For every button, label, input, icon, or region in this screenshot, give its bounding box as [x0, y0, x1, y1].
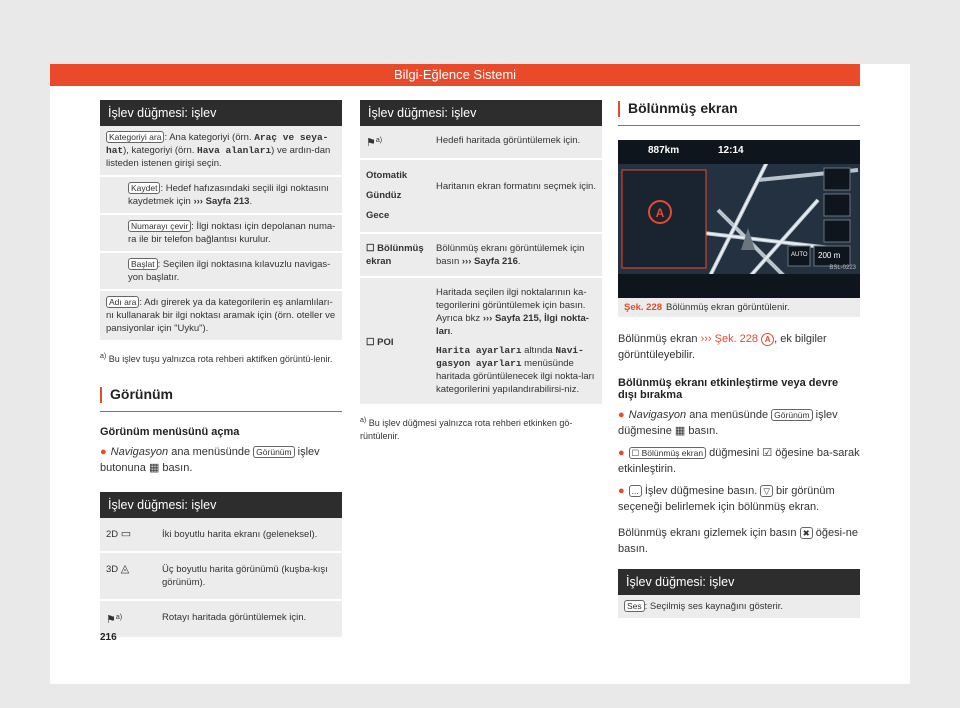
figure-screen [618, 140, 860, 298]
destination-flag-icon: ⚑ [366, 137, 376, 150]
footnote: $^{a)}$ Bu işlev tuşu yalnızca rota rehberi aktifken görüntü-lenir. [100, 353, 333, 364]
key-label: Adı ara [106, 296, 139, 308]
checkbox-icon: ☐ [366, 337, 375, 349]
figure-caption: Şek. 228 Bölünmüş ekran görüntülenir. [618, 298, 860, 317]
table-row: Otomatik Gündüz Gece Haritanın ekran formatını seçmek için. [360, 160, 602, 234]
callout-a-icon: A [761, 333, 774, 346]
checkbox-icon: ☐ [366, 243, 375, 255]
section-title: Bölünmüş ekran [618, 100, 860, 126]
page-number: 216 [100, 632, 117, 643]
section-title: Görünüm [100, 386, 342, 412]
key-label: ☐ Bölünmüş ekran [629, 447, 706, 459]
table-row: Kategoriyi ara : Ana kategoriyi (örn. Araç ve seya-hat), kategoriyi (örn. Hava alanları) ve ardın-dan listeden istenen girişi seçin. [100, 126, 342, 177]
auto-label: AUTO [791, 252, 808, 259]
map-icon: ▦ [674, 425, 686, 438]
table-row: ☐ POI Haritada seçilen ilgi noktalarının ka-tegorilerini görüntülemek için basın. Ayrıca bkz ››› Sayfa 215, İlgi nokta-ları. Harita ayarları altında Navi-gasyon ayarları menüsünde haritada görüntülenecek ilgi nokta-ları kategorilerini yapılandırabilirsi-niz. [360, 278, 602, 406]
key-label: Kaydet [128, 182, 160, 194]
table-row: Adı ara : Adı girerek ya da kategorilerin eş anlamlıları-nı kullanarak bir ilgi noktası aramak için (örn. oteller ve pansiyonlar için "Uyku"). [100, 291, 342, 342]
header-banner [50, 64, 860, 86]
paragraph: Bölünmüş ekran ››› Şek. 228 A , ek bilgiler görüntüleyebilir. [618, 333, 827, 362]
map-graphic [618, 140, 860, 298]
subheading: Bölünmüş ekranı etkinleştirme veya devre dışı bırakma [618, 377, 839, 402]
header-title: Bilgi-Eğlence Sistemi [393, 67, 517, 82]
distance-readout: 887km [648, 145, 680, 157]
bullet: ● ... İşlev düğmesine basın. ▽ bir görünüm seçeneği belirlemek için bölünmüş ekran. [618, 485, 835, 514]
table-row: Başlat : Seçilen ilgi noktasına kılavuzlu navigas-yon başlatır. [100, 253, 342, 291]
checkbox-checked-icon: ☑ [762, 447, 773, 460]
subheading: Görünüm menüsünü açma [100, 426, 240, 439]
map-icon: ▦ [148, 462, 160, 475]
table-row: ⚑$^{a)}$ Hedefi haritada görüntülemek için. [360, 126, 602, 160]
2d-map-icon: ▭ [120, 528, 132, 541]
table-row: 3D ◬ Üç boyutlu harita görünümü (kuşba-kışı görünüm). [100, 553, 342, 601]
table-row: Numarayı çevir : İlgi noktası için depolanan numa-ra ile bir telefon bağlantısı kurulur. [100, 215, 342, 253]
key-label: Numarayı çevir [128, 220, 191, 232]
time-readout: 12:14 [718, 145, 744, 157]
table-row: Kaydet : Hedef hafızasındaki seçili ilgi noktasını kaydetmek için ››› Sayfa 213. [100, 177, 342, 215]
table-row: Ses : Seçilmiş ses kaynağını gösterir. [618, 595, 860, 620]
dropdown-arrow-icon: ▽ [760, 485, 773, 497]
bullet: ● Navigasyon ana menüsünde Görünüm işlev butonuna ▦ basın. [100, 446, 320, 475]
column-2 [360, 100, 602, 443]
table-row: 2D ▭ İki boyutlu harita ekranı (geleneksel). [100, 518, 342, 553]
route-flag-icon: ⚑ [106, 614, 116, 627]
paragraph: Bölünmüş ekranı gizlemek için basın ✖ öğesi-ne basın. [618, 527, 858, 556]
key-label: Görünüm [253, 446, 294, 458]
table-row: ☐ Bölünmüş ekran Bölünmüş ekranı görüntülemek için basın ››› Sayfa 216. [360, 234, 602, 278]
key-label: Başlat [128, 258, 158, 270]
column-1 [100, 100, 342, 639]
table-header: İşlev düğmesi: işlev [618, 569, 860, 595]
svg-text:A: A [655, 206, 665, 221]
column-3 [618, 100, 860, 620]
table-row: ⚑$^{a)}$ Rotayı haritada görüntülemek için. [100, 601, 342, 639]
key-label: ... [629, 485, 642, 497]
footnote: $^{a)}$ Bu işlev düğmesi yalnızca rota rehberi etkinken gö-rüntülenir. [360, 417, 573, 442]
scale-label: 200 m [818, 251, 841, 261]
table-header: İşlev düğmesi: işlev [360, 100, 602, 126]
key-label: Kategoriyi ara [106, 131, 164, 143]
table-header: İşlev düğmesi: işlev [100, 100, 342, 126]
figure-id: BSL-0223 [829, 265, 856, 272]
bullet: ● ☐ Bölünmüş ekran düğmesini ☑ öğesine ba-sarak etkinleştirin. [618, 447, 860, 476]
bullet: ● Navigasyon ana menüsünde Görünüm işlev düğmesine ▦ basın. [618, 409, 838, 438]
3d-map-icon: ◬ [120, 563, 130, 576]
key-label: Görünüm [771, 409, 812, 421]
table-header: İşlev düğmesi: işlev [100, 492, 342, 518]
key-label: Ses [624, 600, 645, 612]
close-icon: ✖ [800, 527, 813, 539]
